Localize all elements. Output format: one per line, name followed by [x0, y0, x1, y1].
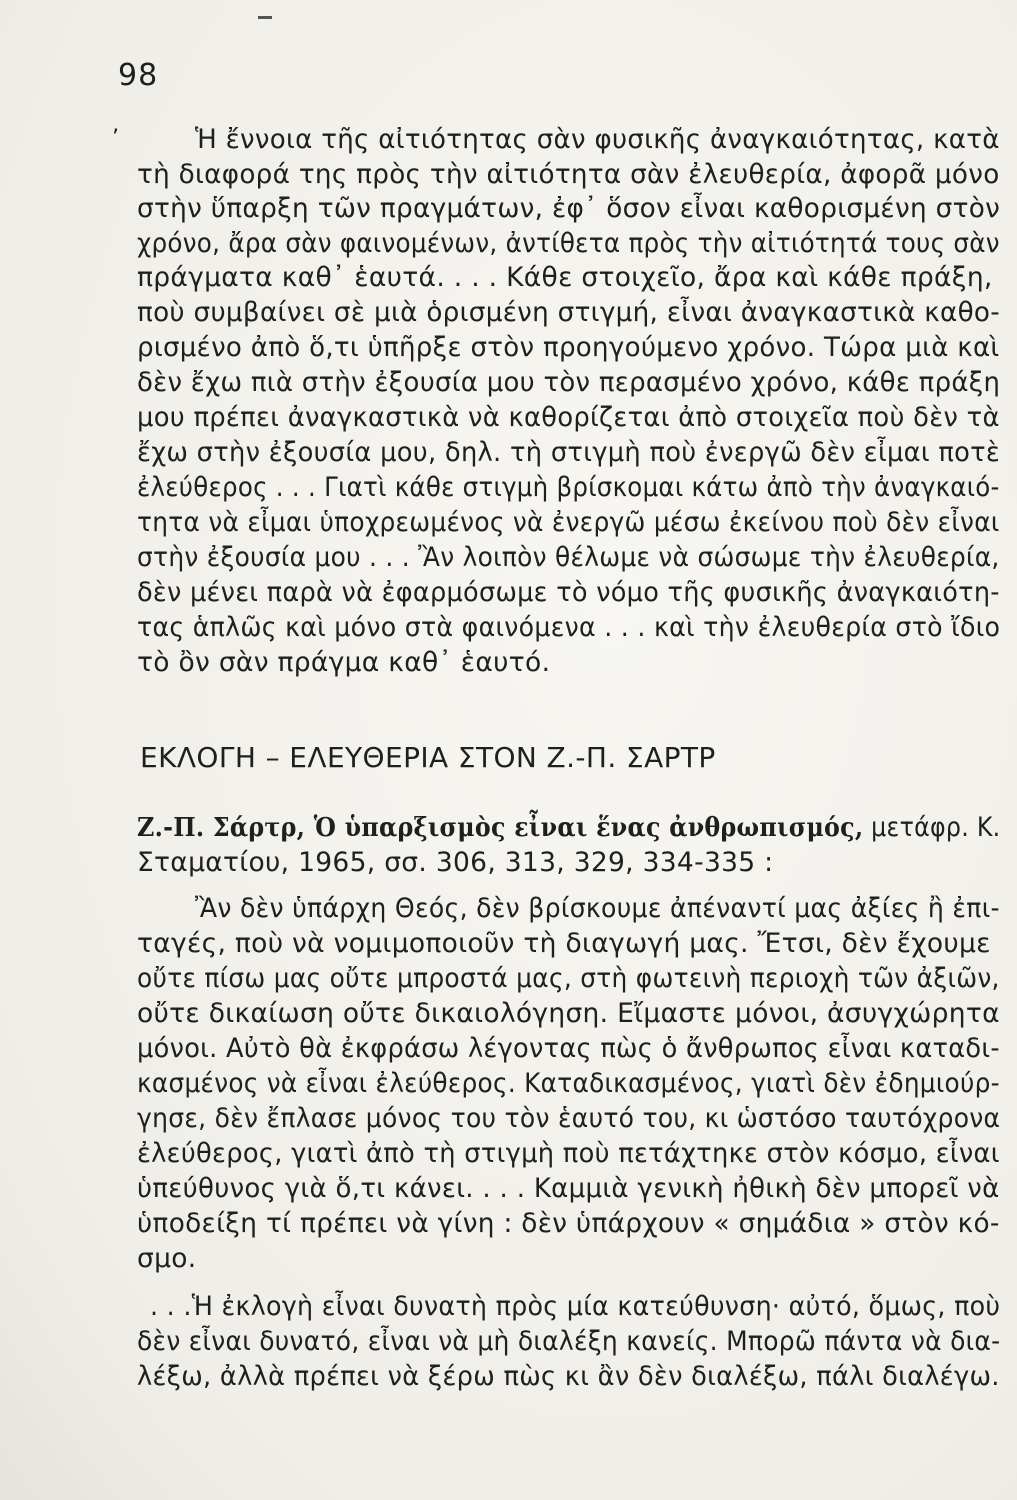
text-line: στὴν ἐξουσία μου . . . Ἂν λοιπὸν θέλωμε νὰ σώσωμε τὴν ἐλευθερία,: [137, 542, 1000, 573]
citation-translator: μετάφρ. Κ.: [863, 812, 1001, 843]
text-line: τας ἁπλῶς καὶ μόνο στὰ φαινόμενα . . . καὶ τὴν ἐλευθερία στὸ ἴδιο: [137, 612, 1001, 643]
text-line: κασμένος νὰ εἶναι ἐλεύθερος. Καταδικασμένος, γιατὶ δὲν ἐδημιούρ-: [137, 1068, 1000, 1099]
text-line: τὴ διαφορά της πρὸς τὴν αἰτιότητα σὰν ἐλευθερία, ἀφορᾶ μόνο: [137, 159, 1000, 190]
text-line: ταγές, ποὺ νὰ νομιμοποιοῦν τὴ διαγωγή μας. Ἔτσι, δὲν ἔχουμε: [137, 928, 991, 959]
text-line: ποὺ συμβαίνει σὲ μιὰ ὁρισμένη στιγμή, εἶναι ἀναγκαστικὰ καθο-: [137, 297, 1001, 328]
text-line: οὔτε δικαίωση οὔτε δικαιολόγηση. Εἴμαστε μόνοι, ἀσυγχώρητα: [137, 998, 1000, 1029]
text-line: Ἡ ἔννοια τῆς αἰτιότητας σὰν φυσικῆς ἀναγκαιότητας, κατὰ: [195, 124, 1000, 155]
top-mark: [258, 16, 272, 19]
text-line: ἐλεύθερος . . . Γιατὶ κάθε στιγμὴ βρίσκομαι κάτω ἀπὸ τὴν ἀναγκαιό-: [137, 472, 1000, 503]
text-line: λέξω, ἀλλὰ πρέπει νὰ ξέρω πὼς κι ἂν δὲν διαλέξω, πάλι διαλέγω.: [137, 1361, 1000, 1392]
text-line: οὔτε πίσω μας οὔτε μπροστά μας, στὴ φωτεινὴ περιοχὴ τῶν ἀξιῶν,: [137, 963, 1000, 994]
text-line: ὑποδείξη τί πρέπει νὰ γίνη : δὲν ὑπάρχουν « σημάδια » στὸν κό-: [137, 1208, 1000, 1239]
text-line: ἐλεύθερος, γιατὶ ἀπὸ τὴ στιγμὴ ποὺ πετάχτηκε στὸν κόσμο, εἶναι: [137, 1138, 1000, 1169]
text-line: ἔχω στὴν ἐξουσία μου, δηλ. τὴ στιγμὴ ποὺ ἐνεργῶ δὲν εἶμαι ποτὲ: [137, 437, 1001, 468]
text-line: δὲν εἶναι δυνατό, εἶναι νὰ μὴ διαλέξη κανείς. Μπορῶ πάντα νὰ δια-: [137, 1326, 1001, 1357]
margin-mark: ’: [112, 126, 119, 151]
text-line: στὴν ὕπαρξη τῶν πραγμάτων, ἐφ᾽ ὅσον εἶναι καθορισμένη στὸν: [137, 193, 1001, 224]
text-line: δὲν μένει παρὰ νὰ ἐφαρμόσωμε τὸ νόμο τῆς φυσικῆς ἀναγκαιότη-: [137, 577, 1000, 608]
text-line: ρισμένο ἀπὸ ὅ,τι ὑπῆρξε στὸν προηγούμενο χρόνο. Τώρα μιὰ καὶ: [137, 332, 1000, 363]
text-line: γησε, δὲν ἔπλασε μόνος του τὸν ἑαυτό του, κι ὡστόσο ταυτόχρονα: [137, 1103, 1001, 1134]
text-line: ὑπεύθυνος γιὰ ὅ,τι κάνει. . . . Καμμιὰ γενικὴ ἠθικὴ δὲν μπορεῖ νὰ: [137, 1173, 1000, 1204]
citation-line: Σταματίου, 1965, σσ. 306, 313, 329, 334-335 :: [137, 847, 774, 878]
text-line: μου πρέπει ἀναγκαστικὰ νὰ καθορίζεται ἀπὸ στοιχεῖα ποὺ δὲν τὰ: [137, 402, 1000, 433]
text-line: πράγματα καθ᾽ ἑαυτά. . . . Κάθε στοιχεῖο, ἄρα καὶ κάθε πράξη,: [137, 262, 993, 293]
text-line: . . .Ἡ ἐκλογὴ εἶναι δυνατὴ πρὸς μία κατεύθυνση· αὐτό, ὅμως, ποὺ: [150, 1291, 1001, 1322]
citation-title: Ζ.-Π. Σάρτρ, Ὁ ὑπαρξισμὸς εἶναι ἕνας ἀνθρωπισμός,: [137, 812, 864, 843]
page-number: 98: [118, 58, 159, 93]
section-heading: ΕΚΛΟΓΗ – ΕΛΕΥΘΕΡΙΑ ΣΤΟΝ Ζ.-Π. ΣΑΡΤΡ: [140, 741, 716, 774]
text-line: μόνοι. Αὐτὸ θὰ ἐκφράσω λέγοντας πὼς ὁ ἄνθρωπος εἶναι καταδι-: [137, 1033, 1000, 1064]
text-line: δὲν ἔχω πιὰ στὴν ἐξουσία μου τὸν περασμένο χρόνο, κάθε πράξη: [137, 367, 1001, 398]
text-line: χρόνο, ἄρα σὰν φαινομένων, ἀντίθετα πρὸς τὴν αἰτιότητά τους σὰν: [137, 228, 1000, 259]
text-line: τὸ ὂν σὰν πράγμα καθ᾽ ἑαυτό.: [137, 647, 551, 678]
text-line: τητα νὰ εἶμαι ὑποχρεωμένος νὰ ἐνεργῶ μέσω ἐκείνου ποὺ δὲν εἶναι: [137, 507, 1000, 538]
citation-line: [137, 813, 1000, 843]
text-line: Ἂν δὲν ὑπάρχη Θεός, δὲν βρίσκουμε ἀπέναντί μας ἀξίες ἢ ἐπι-: [195, 893, 1000, 924]
text-line: σμο.: [137, 1243, 197, 1274]
